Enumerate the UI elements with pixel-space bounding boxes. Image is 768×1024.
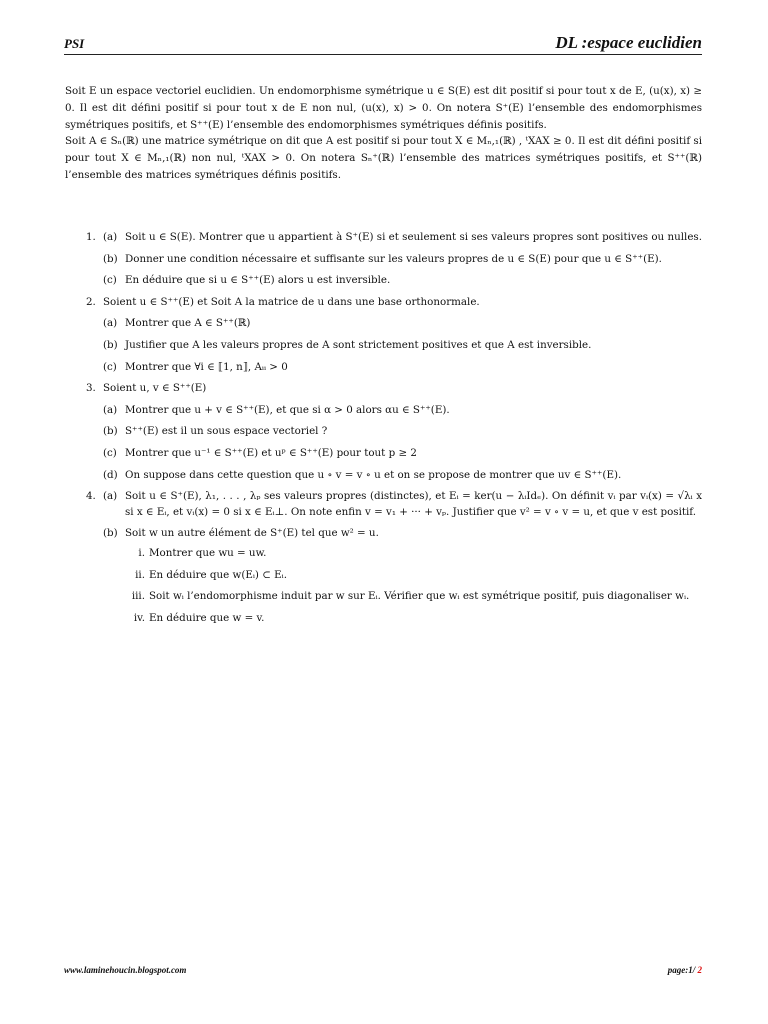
subquestion-text: Soit u ∈ S(E). Montrer que u appartient à S⁺(E) si et seulement si ses valeurs propres sont positives ou nulles. <box>125 231 702 243</box>
intro-paragraph-1: Soit E un espace vectoriel euclidien. Un endomorphisme symétrique u ∈ S(E) est dit positif si pour tout x de E, (u(x), x) ≥ 0. Il est dit défini positif si pour tout x de E non nul, (u(x), x) > 0. On notera S⁺(E) l’ensemble des endomorphismes symétriques positifs, et S⁺⁺(E) l’ensemble des endomorphismes symétriques définis positifs. <box>65 85 702 131</box>
part-text: En déduire que w(Eᵢ) ⊂ Eᵢ. <box>149 568 287 581</box>
header-title: DL :espace euclidien <box>555 33 702 52</box>
subquestion-text: Montrer que u + v ∈ S⁺⁺(E), et que si α > 0 alors αu ∈ S⁺⁺(E). <box>125 403 450 416</box>
question-4b <box>103 526 702 626</box>
question-stem: Soient u, v ∈ S⁺⁺(E) <box>103 382 207 395</box>
subquestion-text: Montrer que u⁻¹ ∈ S⁺⁺(E) et uᵖ ∈ S⁺⁺(E) pour tout p ≥ 2 <box>125 446 417 459</box>
subquestion-text: On suppose dans cette question que u ∘ v = v ∘ u et on se propose de montrer que uv ∈ S⁺⁺(E). <box>125 468 622 481</box>
question-4 <box>86 489 702 626</box>
question-4b-iii <box>125 589 702 605</box>
subquestion-text: En déduire que si u ∈ S⁺⁺(E) alors u est inversible. <box>125 274 391 287</box>
question-3 <box>86 381 702 483</box>
subquestion-label: (a) <box>103 490 118 503</box>
part-label: iii. <box>131 590 145 603</box>
question-2c <box>103 360 702 376</box>
question-1c <box>103 273 702 289</box>
question-list <box>86 230 702 632</box>
subquestion-label: (b) <box>103 338 118 351</box>
subquestion-label: (c) <box>103 274 117 287</box>
question-number: 3. <box>86 382 96 395</box>
page-header <box>64 32 702 55</box>
part-text: En déduire que w = v. <box>149 611 265 624</box>
question-2 <box>86 295 702 375</box>
part-label: ii. <box>135 568 145 581</box>
subquestion-label: (a) <box>103 231 118 243</box>
part-label: iv. <box>133 611 145 624</box>
question-1 <box>86 230 702 289</box>
header-class-label: PSI <box>64 36 85 51</box>
part-text: Soit wᵢ l’endomorphisme induit par w sur Eᵢ. Vérifier que wᵢ est symétrique positif, puis diagonaliser wᵢ. <box>149 590 690 603</box>
question-4b-ii <box>125 568 702 584</box>
question-number: 2. <box>86 295 96 308</box>
page-number <box>668 965 702 975</box>
subquestion-label: (d) <box>103 468 118 481</box>
intro-text <box>65 83 702 184</box>
subquestion-text: Donner une condition nécessaire et suffisante sur les valeurs propres de u ∈ S(E) pour que u ∈ S⁺⁺(E). <box>125 252 662 265</box>
subquestion-text: Montrer que ∀i ∈ ⟦1, n⟧, Aᵢᵢ > 0 <box>125 360 288 373</box>
page-current: page:1/ <box>667 965 698 975</box>
question-3d <box>103 468 702 484</box>
subquestion-text: Justifier que A les valeurs propres de A sont strictement positives et que A est inversible. <box>125 338 592 351</box>
subquestion-label: (b) <box>103 252 118 265</box>
question-4b-parts <box>125 546 702 626</box>
subquestion-label: (a) <box>103 403 118 416</box>
question-number: 1. <box>86 231 96 243</box>
question-4b-iv <box>125 611 702 627</box>
subquestion-text: Soit u ∈ S⁺(E), λ₁, . . . , λₚ ses valeurs propres (distinctes), et Eᵢ = ker(u − λᵢIdₑ). On définit vᵢ par vᵢ(x) = √λᵢ x si x ∈ Eᵢ, et vᵢ(x) = 0 si x ∈ Eᵢ⊥. On note enfin v = v₁ + ··· + vₚ. Justifier que v² = v ∘ v = u, et que v est positif. <box>125 490 702 518</box>
page-total: 2 <box>697 965 702 975</box>
subquestion-label: (c) <box>103 446 117 459</box>
subquestion-label: (a) <box>103 317 118 330</box>
question-stem: Soient u ∈ S⁺⁺(E) et Soit A la matrice de u dans une base orthonormale. <box>103 295 480 308</box>
question-3a <box>103 403 702 419</box>
subquestion-label: (b) <box>103 425 118 438</box>
subquestion-text: Soit w un autre élément de S⁺(E) tel que w² = u. <box>125 527 379 540</box>
question-1b <box>103 252 702 268</box>
question-3b <box>103 424 702 440</box>
question-4b-i <box>125 546 702 562</box>
question-number: 4. <box>86 490 96 503</box>
question-1a <box>103 230 702 246</box>
question-4a <box>103 489 702 520</box>
intro-paragraph-2: Soit A ∈ Sₙ(ℝ) une matrice symétrique on dit que A est positif si pour tout X ∈ Mₙ,₁(ℝ) , ᵗXAX ≥ 0. Il est dit défini positif si pour tout X ∈ Mₙ,₁(ℝ) non nul, ᵗXAX > 0. On notera Sₙ⁺(ℝ) l’ensemble des matrices symétriques positifs, et S⁺⁺(ℝ) l’ensemble des matrices symétriques définis positifs. <box>65 135 702 181</box>
footer-url[interactable]: www.laminehoucin.blogspot.com <box>64 965 187 975</box>
subquestion-text: S⁺⁺(E) est il un sous espace vectoriel ? <box>125 425 328 438</box>
subquestion-label: (c) <box>103 360 117 373</box>
part-label: i. <box>138 546 145 559</box>
question-3c <box>103 446 702 462</box>
subquestion-label: (b) <box>103 527 118 540</box>
question-2b <box>103 338 702 354</box>
question-2a <box>103 316 702 332</box>
subquestion-text: Montrer que A ∈ S⁺⁺(ℝ) <box>125 317 251 330</box>
part-text: Montrer que wu = uw. <box>149 546 267 559</box>
